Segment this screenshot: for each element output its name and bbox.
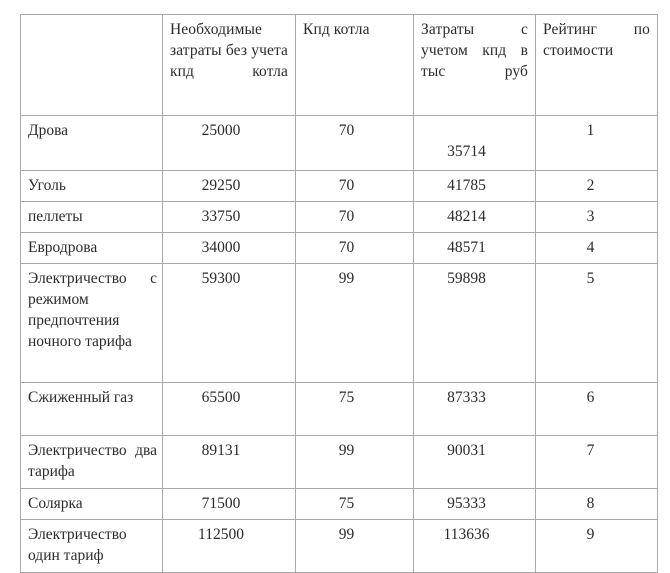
table-row [21, 116, 658, 171]
efficiency-cell: 99 [296, 436, 414, 489]
adjusted-cost-cell: 59898 [414, 264, 536, 383]
adjusted-cost-cell: 48214 [414, 202, 536, 233]
efficiency-cell: 70 [296, 171, 414, 202]
adjusted-cost-cell [414, 116, 536, 171]
heating-cost-table [20, 14, 658, 573]
base-cost-cell: 34000 [163, 233, 296, 264]
table-body [21, 116, 658, 573]
column-header-efficiency: Кпд котла [296, 15, 414, 116]
fuel-name-cell: Евродрова [21, 233, 163, 264]
fuel-name-cell: Дрова [21, 116, 163, 171]
rating-cell: 5 [536, 264, 658, 383]
column-header-adjusted-cost: Затраты с учетом кпд в тыс руб [414, 15, 536, 116]
rating-cell: 4 [536, 233, 658, 264]
table-row [21, 233, 658, 264]
column-header-rating: Рейтинг по стоимости [536, 15, 658, 116]
adjusted-cost-cell: 90031 [414, 436, 536, 489]
column-header-base-cost: Необходимые затраты без учета кпд котла [163, 15, 296, 116]
base-cost-cell: 33750 [163, 202, 296, 233]
rating-cell: 7 [536, 436, 658, 489]
base-cost-cell: 89131 [163, 436, 296, 489]
efficiency-cell: 70 [296, 116, 414, 171]
adjusted-cost-cell: 48571 [414, 233, 536, 264]
base-cost-cell: 65500 [163, 383, 296, 436]
fuel-name-cell: Солярка [21, 489, 163, 520]
adjusted-cost-value: 35714 [447, 143, 486, 160]
adjusted-cost-cell: 113636 [414, 520, 536, 573]
table-row [21, 436, 658, 489]
base-cost-cell: 112500 [163, 520, 296, 573]
efficiency-cell: 99 [296, 520, 414, 573]
table-row [21, 171, 658, 202]
table-row [21, 489, 658, 520]
rating-cell: 3 [536, 202, 658, 233]
base-cost-cell: 29250 [163, 171, 296, 202]
efficiency-cell: 70 [296, 202, 414, 233]
table-header-row [21, 15, 658, 116]
adjusted-cost-cell: 87333 [414, 383, 536, 436]
fuel-name-cell: пеллеты [21, 202, 163, 233]
base-cost-cell: 71500 [163, 489, 296, 520]
table-row [21, 520, 658, 573]
adjusted-cost-cell: 95333 [414, 489, 536, 520]
rating-cell: 1 [536, 116, 658, 171]
rating-cell: 9 [536, 520, 658, 573]
fuel-name-cell: Уголь [21, 171, 163, 202]
adjusted-cost-cell: 41785 [414, 171, 536, 202]
rating-cell: 2 [536, 171, 658, 202]
table-row [21, 202, 658, 233]
table-row [21, 383, 658, 436]
fuel-name-cell: Электричество два тарифа [21, 436, 163, 489]
efficiency-cell: 75 [296, 383, 414, 436]
rating-cell: 6 [536, 383, 658, 436]
efficiency-cell: 75 [296, 489, 414, 520]
rating-cell: 8 [536, 489, 658, 520]
fuel-name-cell: Сжиженный газ [21, 383, 163, 436]
table-row [21, 264, 658, 383]
fuel-name-cell: Электричество с режимом предпочтения ночного тарифа [21, 264, 163, 383]
efficiency-cell: 70 [296, 233, 414, 264]
efficiency-cell: 99 [296, 264, 414, 383]
base-cost-cell: 25000 [163, 116, 296, 171]
table-header [21, 15, 658, 116]
base-cost-cell: 59300 [163, 264, 296, 383]
fuel-name-cell: Электричество один тариф [21, 520, 163, 573]
column-header-corner [21, 15, 163, 116]
